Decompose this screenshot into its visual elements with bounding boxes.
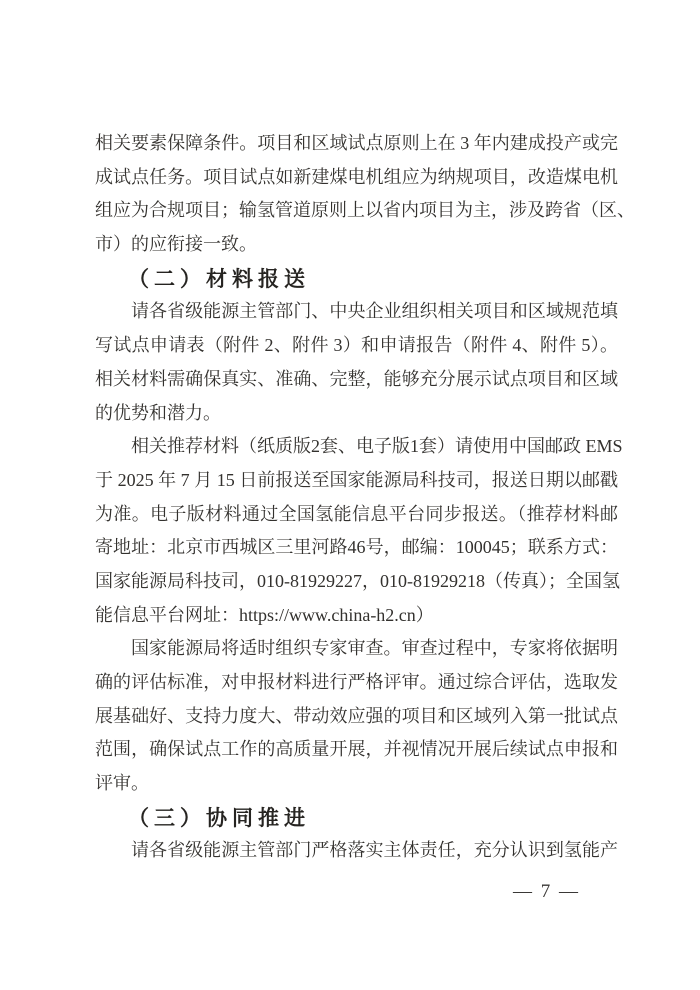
text-line: 展基础好、支持力度大、带动效应强的项目和区域列入第一批试点 — [95, 705, 618, 726]
text-line: 写试点申请表（附件 2、附件 3）和申请报告（附件 4、附件 5）。 — [95, 335, 618, 356]
text-line: 相关推荐材料（纸质版2套、电子版1套）请使用中国邮政 EMS — [131, 436, 623, 457]
text-line: 请各省级能源主管部门严格落实主体责任，充分认识到氢能产 — [131, 840, 618, 861]
text-line: 于 2025 年 7 月 15 日前报送至国家能源局科技司，报送日期以邮戳 — [95, 469, 618, 490]
text-line: 范围，确保试点工作的高质量开展，并视情况开展后续试点申报和 — [95, 739, 618, 760]
text-line: 成试点任务。项目试点如新建煤电机组应为纳规项目，改造煤电机 — [95, 166, 618, 187]
text-line: 评审。 — [95, 773, 149, 794]
text-line-mailing-address: 寄地址：北京市西城区三里河路46号，邮编：100045；联系方式： — [95, 537, 618, 558]
text-line: 相关材料需确保真实、准确、完整，能够充分展示试点项目和区域 — [95, 368, 618, 389]
page-number: — 7 — — [513, 881, 580, 902]
text-line: 的优势和潜力。 — [95, 402, 221, 423]
text-line: 为准。电子版材料通过全国氢能信息平台同步报送。（推荐材料邮 — [95, 503, 618, 524]
text-line: 国家能源局将适时组织专家审查。审查过程中，专家将依据明 — [131, 638, 618, 659]
section-heading-materials: （二）材料报送 — [128, 265, 310, 291]
text-line: 请各省级能源主管部门、中央企业组织相关项目和区域规范填 — [131, 301, 618, 322]
text-line-contact-phone: 国家能源局科技司，010-81929227，010-81929218（传真）；全国氢 — [95, 570, 620, 591]
text-line: 市）的应衔接一致。 — [95, 234, 257, 255]
text-line: 组应为合规项目；输氢管道原则上以省内项目为主，涉及跨省（区、 — [95, 200, 635, 221]
text-line: 相关要素保障条件。项目和区域试点原则上在 3 年内建成投产或完 — [95, 133, 618, 153]
section-heading-coordination: （三）协同推进 — [128, 804, 310, 830]
text-line: 确的评估标准，对申报材料进行严格评审。通过综合评估，选取发 — [95, 672, 618, 692]
text-line-platform-url: 能信息平台网址：https://www.china-h2.cn） — [95, 604, 434, 625]
document-body — [95, 127, 635, 868]
